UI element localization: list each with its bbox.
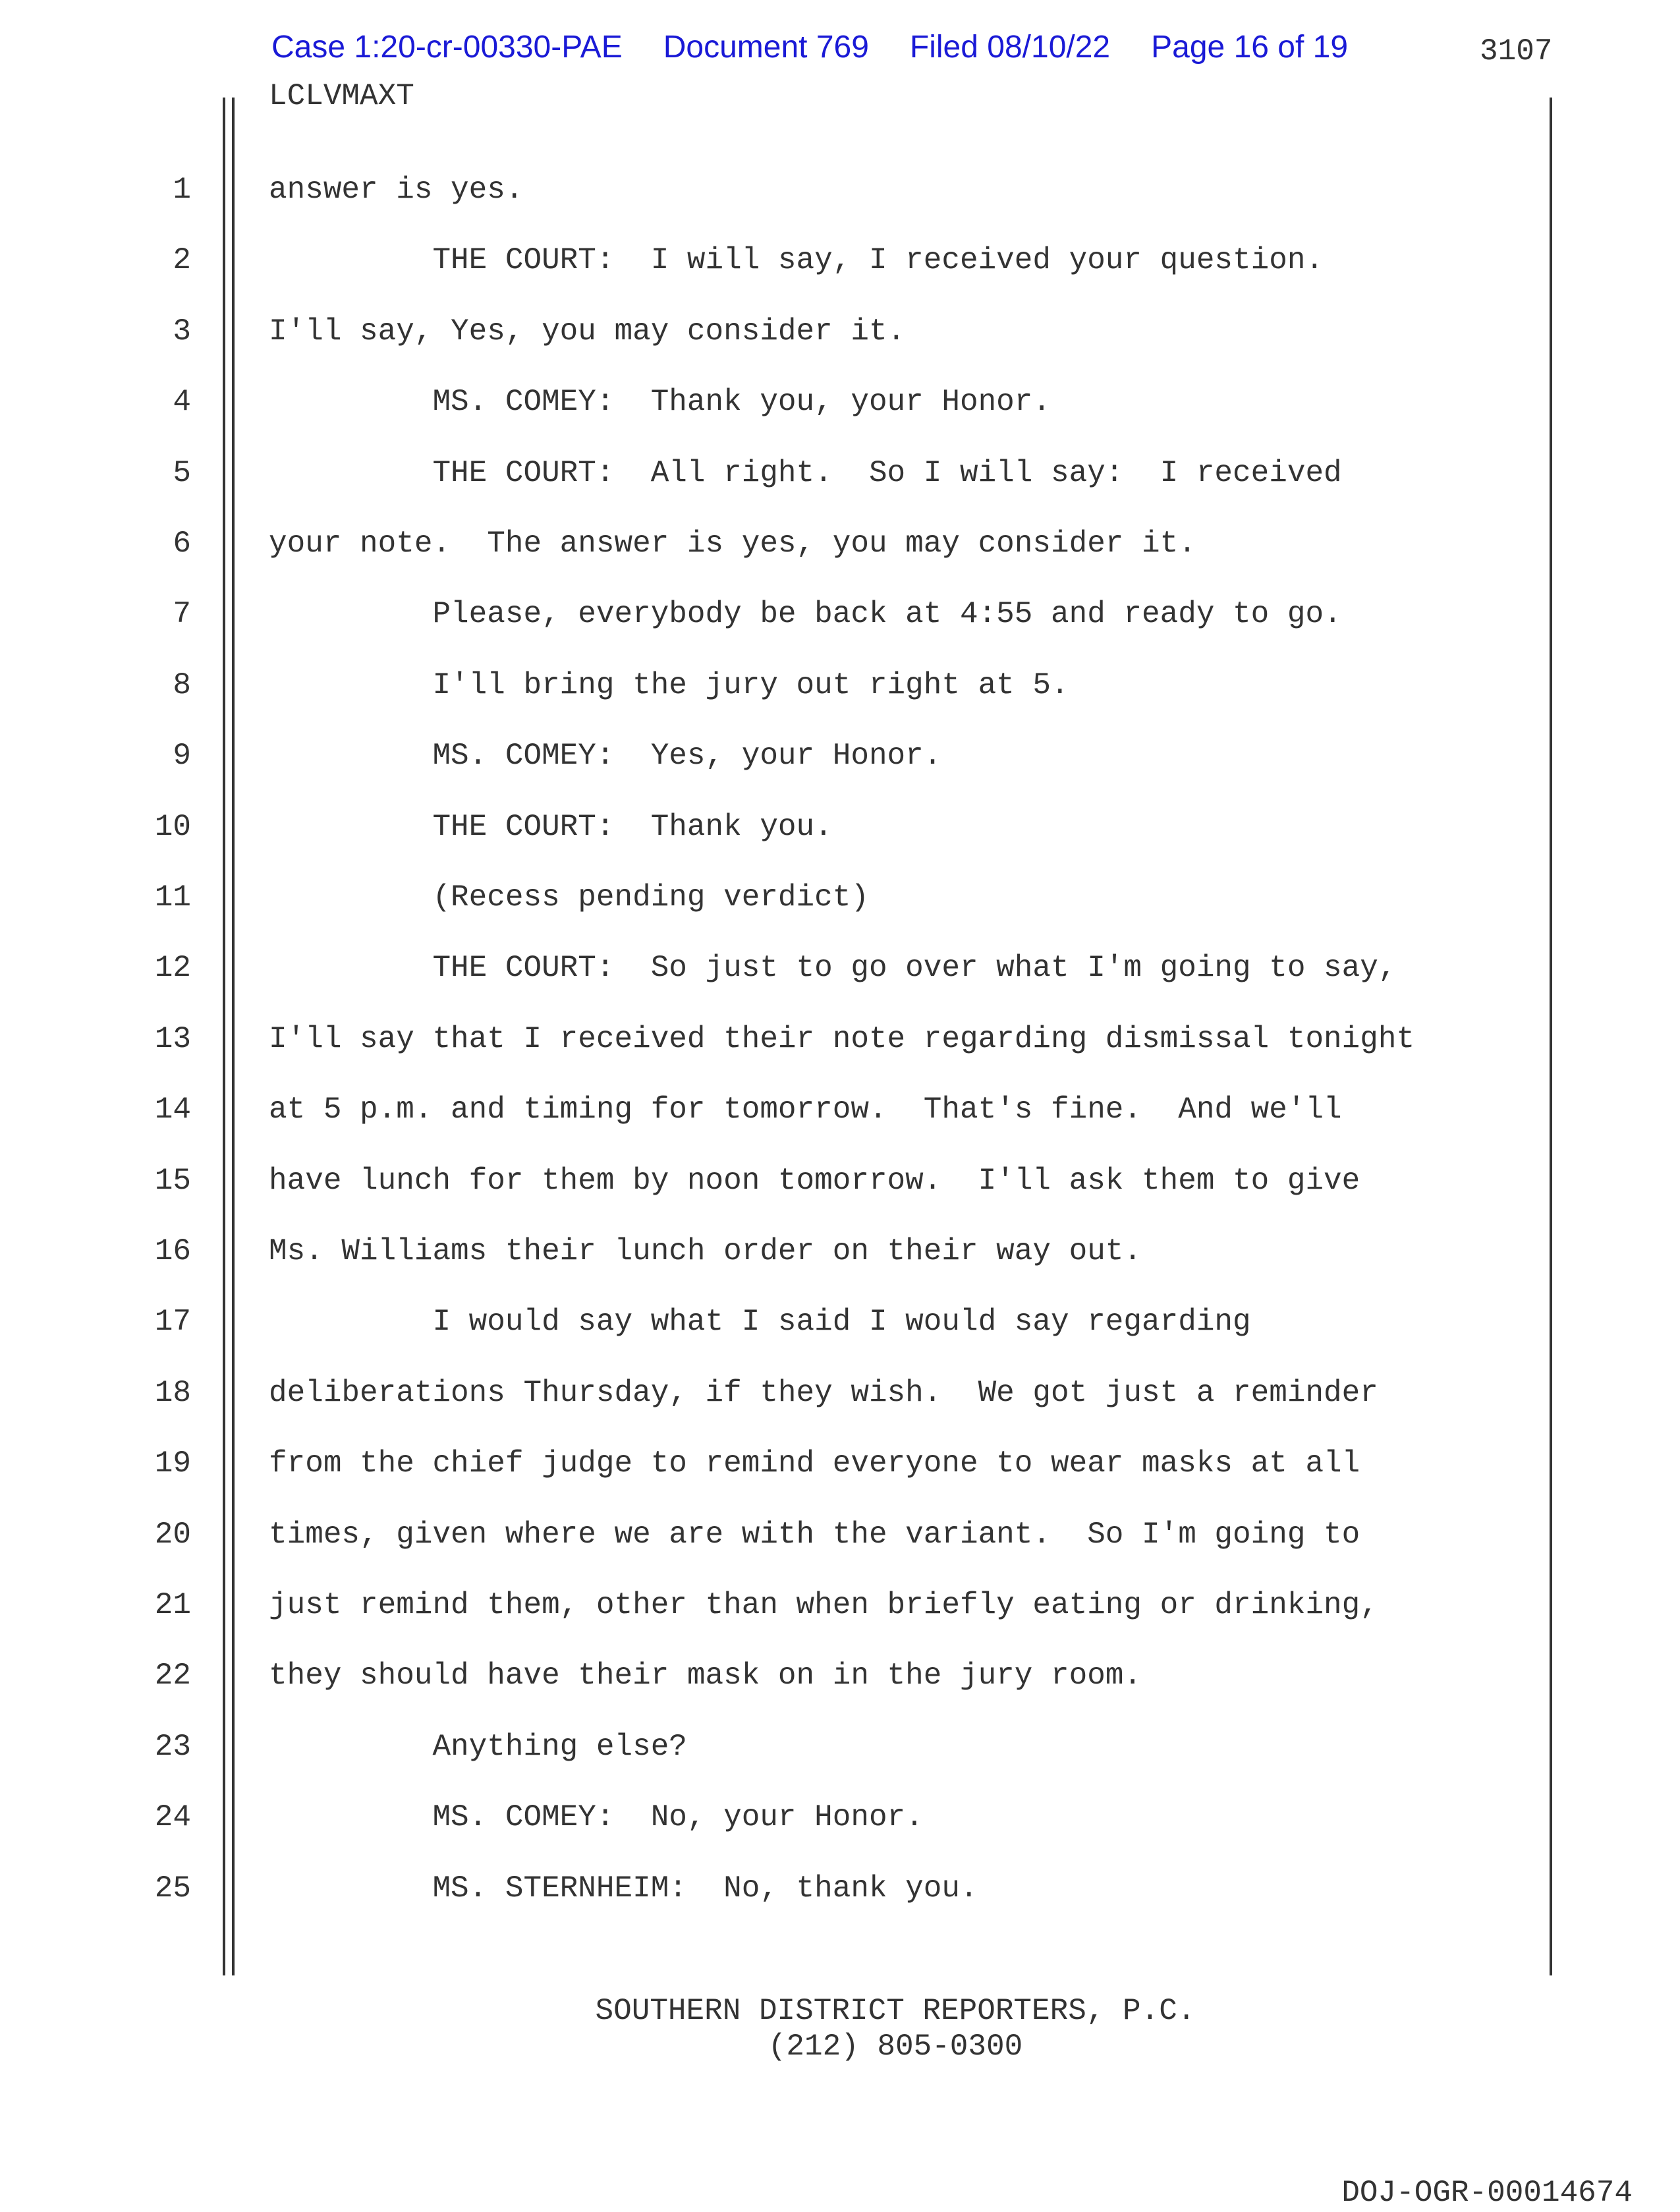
line-text: Ms. Williams their lunch order on their way out. xyxy=(269,1234,1142,1268)
line-text: I'll bring the jury out right at 5. xyxy=(269,667,1069,702)
transcript-line xyxy=(0,1446,1680,1486)
page-count: Page 16 of 19 xyxy=(1151,30,1349,65)
line-text: at 5 p.m. and timing for tomorrow. That's fine. And we'll xyxy=(269,1092,1342,1127)
transcript-line xyxy=(0,1164,1680,1203)
line-number: 9 xyxy=(173,739,191,774)
line-number: 8 xyxy=(173,667,191,702)
transcript-line xyxy=(0,739,1680,778)
transcript-line xyxy=(0,526,1680,566)
case-number: Case 1:20-cr-00330-PAE xyxy=(271,30,623,65)
line-text: MS. COMEY: Thank you, your Honor. xyxy=(269,385,1051,420)
line-number: 13 xyxy=(154,1021,191,1056)
line-text: THE COURT: Thank you. xyxy=(269,809,833,844)
line-text: THE COURT: I will say, I received your question. xyxy=(269,243,1324,278)
line-text: I'll say that I received their note regarding dismissal tonight xyxy=(269,1021,1415,1056)
bates-number: DOJ-OGR-00014674 xyxy=(1341,2176,1633,2210)
line-number: 19 xyxy=(154,1446,191,1481)
line-text: (Recess pending verdict) xyxy=(269,880,869,915)
transcript-line xyxy=(0,668,1680,708)
line-number: 3 xyxy=(173,314,191,349)
line-text: THE COURT: So just to go over what I'm going to say, xyxy=(269,951,1397,986)
transcript-line xyxy=(0,597,1680,637)
line-text: answer is yes. xyxy=(269,173,524,207)
transcript-line xyxy=(0,314,1680,354)
line-number: 2 xyxy=(173,243,191,278)
line-number: 20 xyxy=(154,1517,191,1552)
line-text: MS. COMEY: Yes, your Honor. xyxy=(269,739,942,774)
line-text: MS. STERNHEIM: No, thank you. xyxy=(269,1871,978,1906)
line-number: 23 xyxy=(154,1729,191,1764)
line-number: 14 xyxy=(154,1092,191,1127)
line-text: from the chief judge to remind everyone to wear masks at all xyxy=(269,1446,1360,1481)
transcript-line xyxy=(0,1022,1680,1062)
transcript-page-number: 3107 xyxy=(1480,34,1553,69)
line-text: times, given where we are with the variant. So I'm going to xyxy=(269,1517,1360,1552)
line-number: 11 xyxy=(154,880,191,915)
transcript-line xyxy=(0,1800,1680,1840)
transcript-line xyxy=(0,810,1680,849)
transcript-line xyxy=(0,1092,1680,1132)
line-text: just remind them, other than when briefly eating or drinking, xyxy=(269,1588,1378,1622)
line-text: THE COURT: All right. So I will say: I received xyxy=(269,455,1342,490)
line-text: Please, everybody be back at 4:55 and ready to go. xyxy=(269,597,1342,632)
reporter-phone: (212) 805-0300 xyxy=(768,2029,1023,2064)
line-text: I would say what I said I would say regarding xyxy=(269,1305,1251,1340)
line-text: MS. COMEY: No, your Honor. xyxy=(269,1800,924,1835)
line-text: have lunch for them by noon tomorrow. I'll ask them to give xyxy=(269,1163,1360,1198)
line-number: 24 xyxy=(154,1800,191,1835)
line-text: your note. The answer is yes, you may consider it. xyxy=(269,526,1196,561)
line-number: 5 xyxy=(173,455,191,490)
line-text: I'll say, Yes, you may consider it. xyxy=(269,314,906,349)
line-number: 10 xyxy=(154,809,191,844)
transcript-line xyxy=(0,951,1680,990)
line-number: 22 xyxy=(154,1659,191,1693)
transcript-line xyxy=(0,1376,1680,1415)
transcript-line xyxy=(0,243,1680,283)
transcript-line xyxy=(0,1871,1680,1911)
line-text: Anything else? xyxy=(269,1729,687,1764)
document-number: Document 769 xyxy=(663,30,869,65)
line-number: 4 xyxy=(173,385,191,420)
line-number: 7 xyxy=(173,597,191,632)
transcript-line xyxy=(0,1730,1680,1769)
filing-stamp xyxy=(271,29,1348,65)
line-number: 12 xyxy=(154,951,191,986)
transcript-line xyxy=(0,1588,1680,1628)
transcript-line xyxy=(0,880,1680,920)
transcript-code: LCLVMAXT xyxy=(269,79,414,113)
line-text: deliberations Thursday, if they wish. We got just a reminder xyxy=(269,1375,1378,1410)
reporter-name: SOUTHERN DISTRICT REPORTERS, P.C. xyxy=(595,1994,1196,2028)
transcript-line xyxy=(0,1305,1680,1344)
line-number: 18 xyxy=(154,1375,191,1410)
line-number: 25 xyxy=(154,1871,191,1906)
transcript-line xyxy=(0,1659,1680,1698)
line-number: 21 xyxy=(154,1588,191,1622)
transcript-line xyxy=(0,1234,1680,1274)
line-number: 17 xyxy=(154,1305,191,1340)
line-number: 1 xyxy=(173,173,191,207)
transcript-line xyxy=(0,385,1680,424)
filed-date: Filed 08/10/22 xyxy=(909,30,1111,65)
line-number: 16 xyxy=(154,1234,191,1268)
line-number: 6 xyxy=(173,526,191,561)
transcript-line xyxy=(0,1517,1680,1557)
line-text: they should have their mask on in the jury room. xyxy=(269,1659,1142,1693)
transcript-line xyxy=(0,173,1680,212)
transcript-line xyxy=(0,456,1680,496)
line-number: 15 xyxy=(154,1163,191,1198)
